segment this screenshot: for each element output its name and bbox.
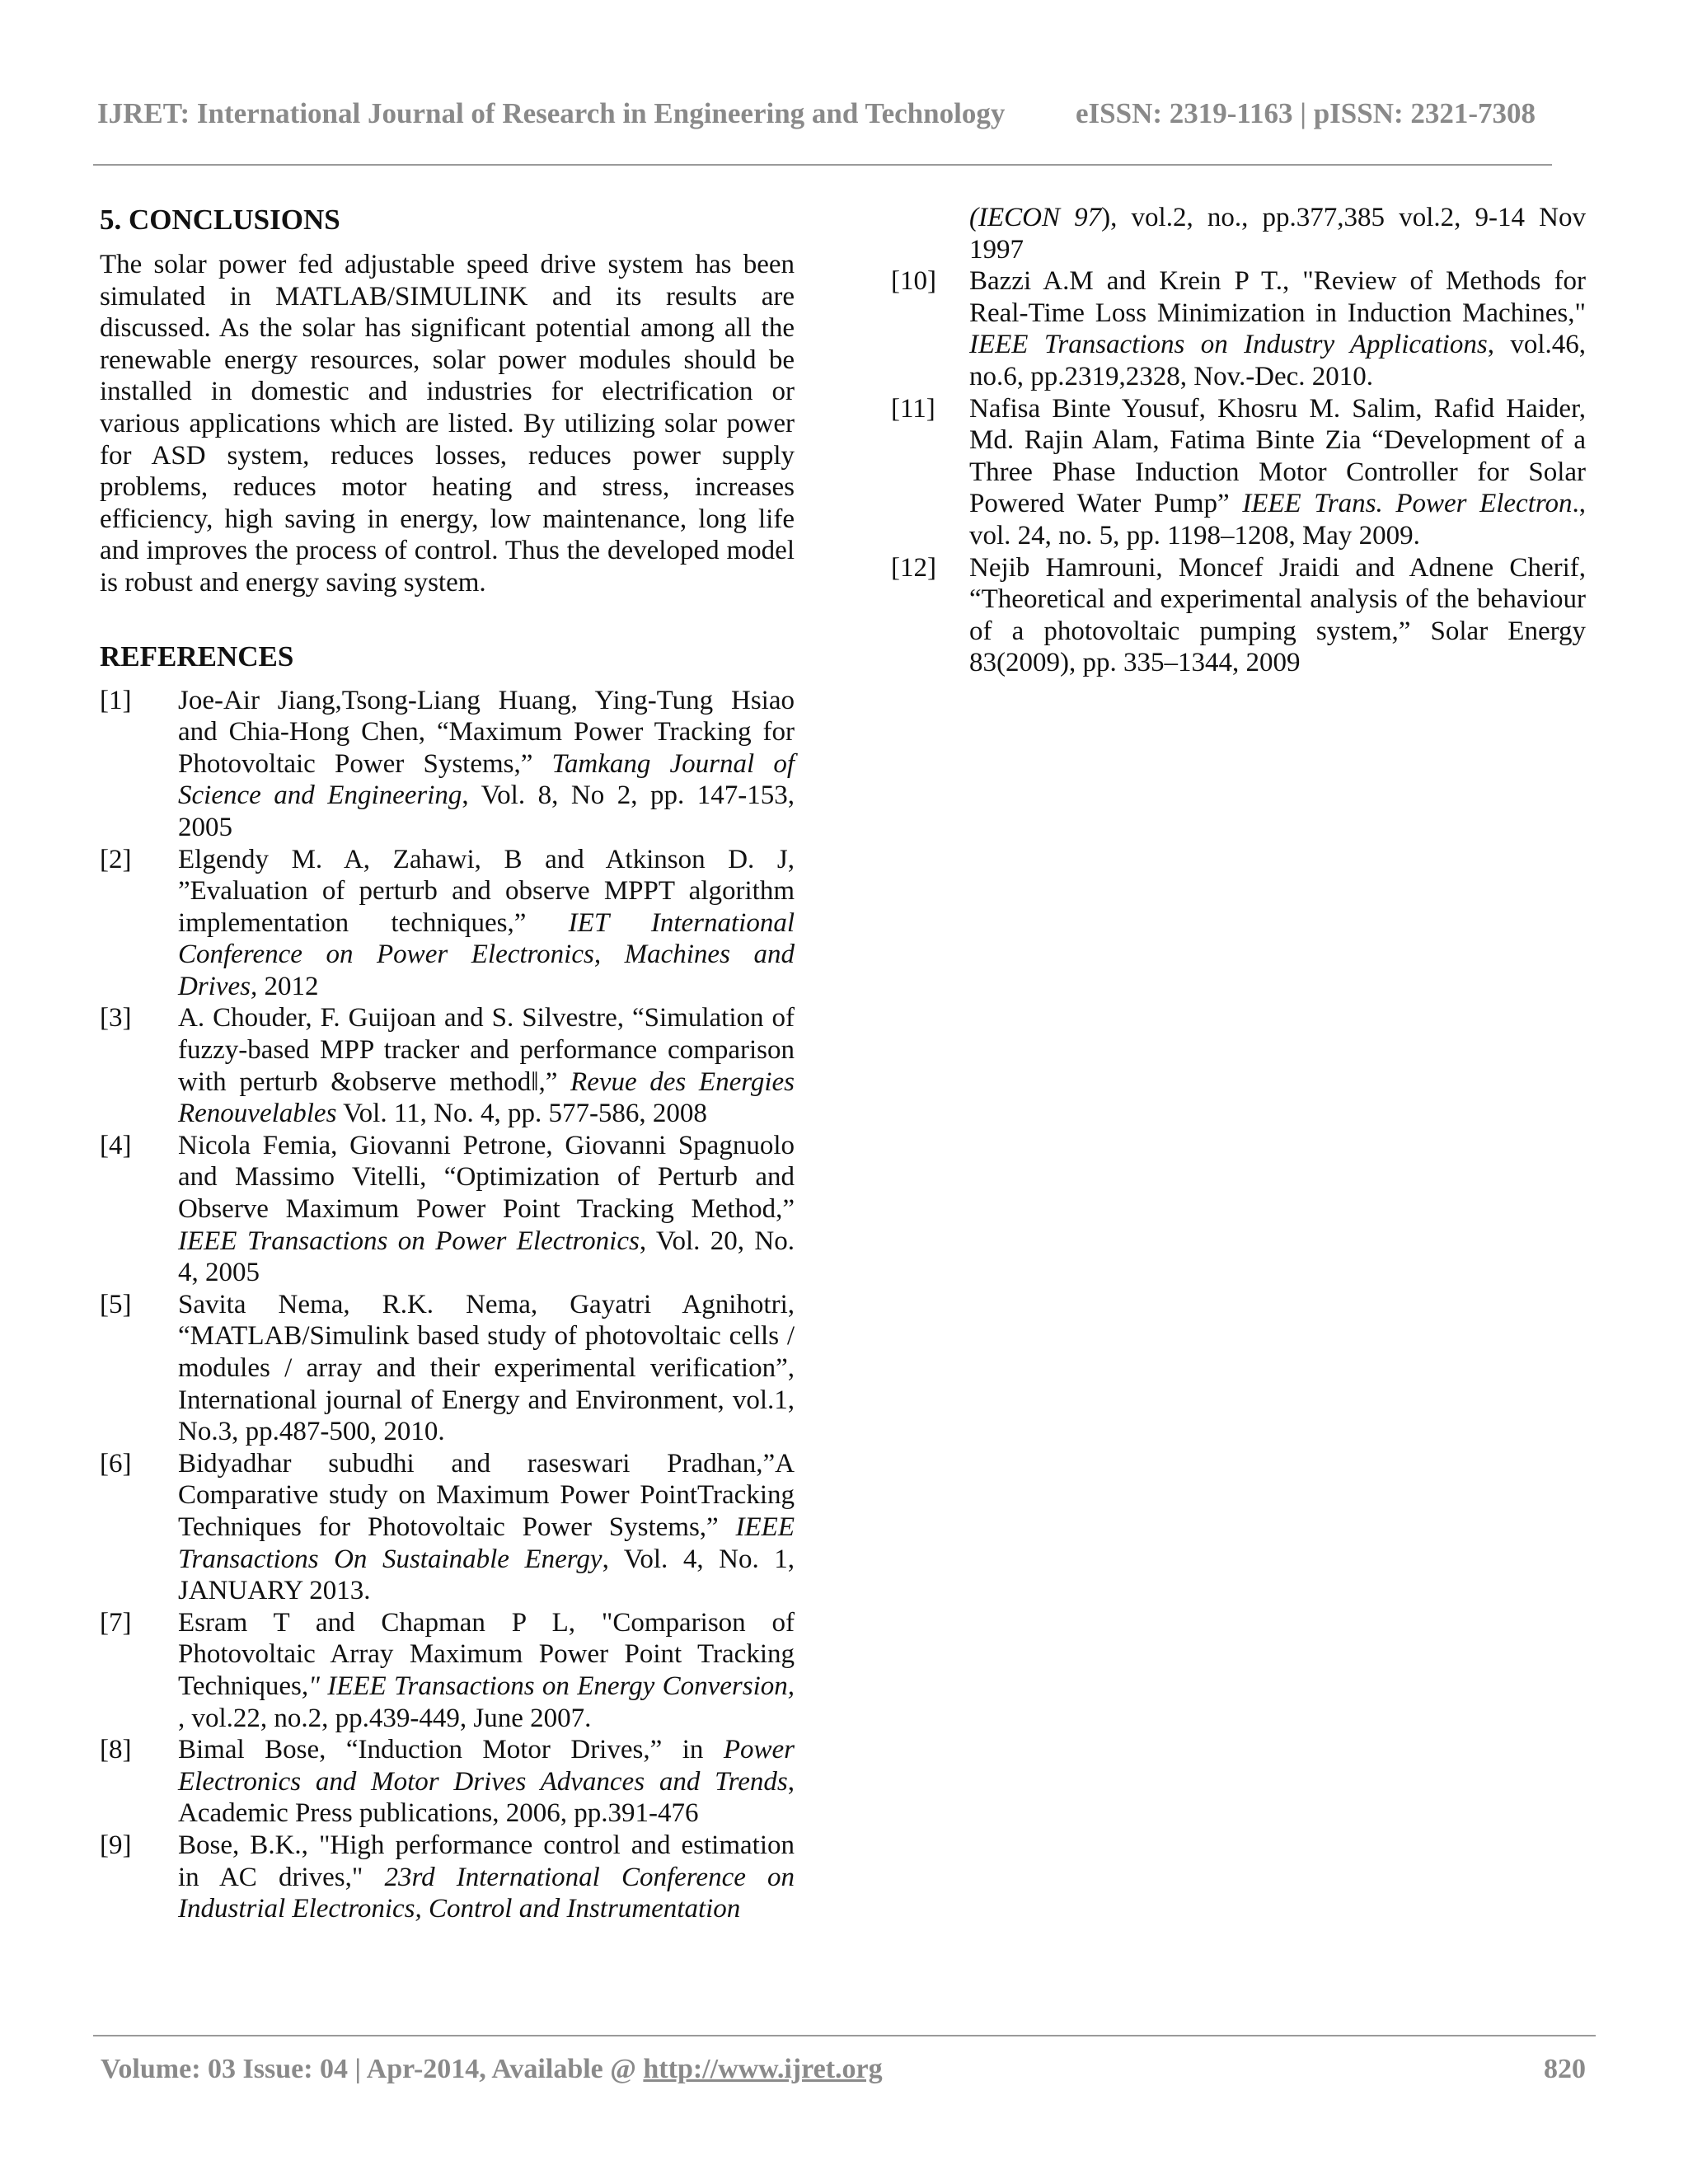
reference-item-11: [11] Nafisa Binte Yousuf, Khosru M. Salim, Rafid Haider, Md. Rajin Alam, Fatima Binte Zia “Development of a Three Phase Induction Motor Controller for Solar Powered Water Pump” IEEE Trans. Power Electron., vol. 24, no. 5, pp. 1198–1208, May 2009. xyxy=(891,393,1586,551)
header-divider xyxy=(93,164,1552,166)
reference-item-10: [10] Bazzi A.M and Krein P T., "Review of Methods for Real-Time Loss Minimization in Induction Machines," IEEE Transactions on Industry Applications, vol.46, no.6, pp.2319,2328, Nov.-Dec. 2010. xyxy=(891,266,1586,391)
reference-item-5: [5] Savita Nema, R.K. Nema, Gayatri Agnihotri, “MATLAB/Simulink based study of photovoltaic cells / modules / array and their experimental verification”, International journal of Energy and Environment, vol.1, No.3, pp.487-500, 2010. xyxy=(100,1289,795,1447)
right-column xyxy=(891,202,1586,679)
page-header xyxy=(97,97,1548,138)
reference-item-7: [7] Esram T and Chapman P L, "Comparison of Photovoltaic Array Maximum Power Point Tracking Techniques," IEEE Transactions on Energy Conversion, , vol.22, no.2, pp.439-449, June 2007. xyxy=(100,1607,795,1733)
journal-website-link[interactable]: http://www.ijret.org xyxy=(643,2054,883,2084)
reference-number: [8] xyxy=(100,1735,132,1765)
reference-number: [10] xyxy=(891,266,936,297)
journal-title: IJRET: International Journal of Research in Engineering and Technology xyxy=(97,97,1006,129)
reference-item-2: [2] Elgendy M. A, Zahawi, B and Atkinson D. J, ”Evaluation of perturb and observe MPPT algorithm implementation techniques,” IET International Conference on Power Electronics, Machines and Drives, 2012 xyxy=(100,844,795,1001)
reference-number: [11] xyxy=(891,393,935,424)
page-number: 820 xyxy=(1544,2054,1586,2084)
conclusions-heading: 5. CONCLUSIONS xyxy=(100,204,340,236)
footer-issue-info: Volume: 03 Issue: 04 | Apr-2014, Available @ http://www.ijret.org xyxy=(101,2054,883,2084)
reference-item-12: [12] Nejib Hamrouni, Moncef Jraidi and Adnene Cherif, “Theoretical and experimental analysis of the behaviour of a photovoltaic pumping system,” Solar Energy 83(2009), pp. 335–1344, 2009 xyxy=(891,552,1586,678)
left-column xyxy=(100,202,795,1925)
reference-number: [12] xyxy=(891,552,936,583)
reference-item-3: [3] A. Chouder, F. Guijoan and S. Silvestre, “Simulation of fuzzy-based MPP tracker and performance comparison with perturb &observe methodǁ,” Revue des Energies Renouvelables Vol. 11, No. 4, pp. 577-586, 2008 xyxy=(100,1003,795,1129)
reference-item-8: [8] Bimal Bose, “Induction Motor Drives,” in Power Electronics and Motor Drives Advances and Trends, Academic Press publications, 2006, pp.391-476 xyxy=(100,1735,795,1829)
references-heading: REFERENCES xyxy=(100,640,294,673)
reference-number: [6] xyxy=(100,1448,132,1479)
page-footer xyxy=(101,2054,1584,2092)
conclusions-body: The solar power fed adjustable speed drive system has been simulated in MATLAB/SIMULINK and its results are discussed. As the solar has significant potential among all the renewable energy resources, solar power modules should be installed in domestic and industries for electrification or various applications which are listed. By utilizing solar power for ASD system, reduces losses, reduces power supply problems, reduces motor heating and stress, increases efficiency, high saving in energy, low maintenance, long life and improves the process of control. Thus the developed model is robust and energy saving system. xyxy=(100,250,795,598)
reference-number: [5] xyxy=(100,1289,132,1319)
reference-item-1: [1] Joe-Air Jiang,Tsong-Liang Huang, Ying-Tung Hsiao and Chia-Hong Chen, “Maximum Power Tracking for Photovoltaic Power Systems,” Tamkang Journal of Science and Engineering, Vol. 8, No 2, pp. 147-153, 2005 xyxy=(100,685,795,842)
reference-number: [2] xyxy=(100,844,132,874)
reference-number: [4] xyxy=(100,1130,132,1160)
reference-number: [9] xyxy=(100,1830,132,1860)
reference-item-4: [4] Nicola Femia, Giovanni Petrone, Giovanni Spagnuolo and Massimo Vitelli, “Optimization of Perturb and Observe Maximum Power Point Tracking Method,” IEEE Transactions on Power Electronics, Vol. 20, No. 4, 2005 xyxy=(100,1130,795,1288)
reference-number: [7] xyxy=(100,1607,132,1638)
footer-divider xyxy=(93,2035,1596,2036)
reference-number: [1] xyxy=(100,685,132,715)
reference-item-6: [6] Bidyadhar subudhi and raseswari Pradhan,”A Comparative study on Maximum Power PointTracking Techniques for Photovoltaic Power Systems,” IEEE Transactions On Sustainable Energy, Vol. 4, No. 1, JANUARY 2013. xyxy=(100,1448,795,1606)
reference-item-9: [9] Bose, B.K., "High performance control and estimation in AC drives," 23rd International Conference on Industrial Electronics, Control and Instrumentation xyxy=(100,1830,795,1924)
reference-number: [3] xyxy=(100,1003,132,1033)
journal-issn: eISSN: 2319-1163 | pISSN: 2321-7308 xyxy=(1076,97,1536,129)
reference-9-continuation: (IECON 97), vol.2, no., pp.377,385 vol.2, 9-14 Nov 1997 xyxy=(969,203,1586,265)
